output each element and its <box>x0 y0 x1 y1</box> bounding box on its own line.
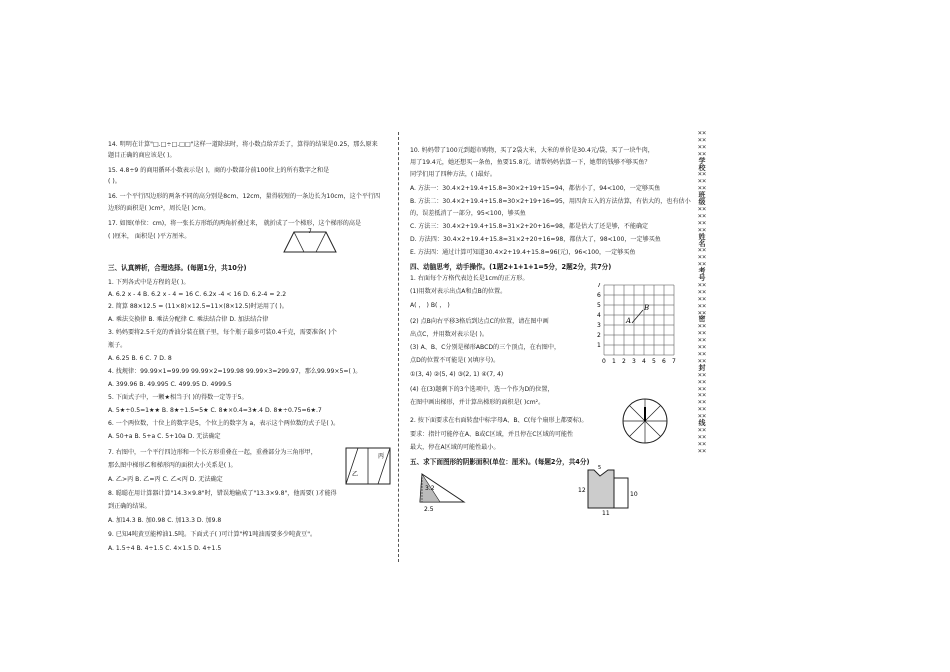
grid-x-tick: 5 <box>652 358 656 365</box>
q10-line: 10. 妈妈带了100元到超市购物，买了2袋大米，大米的单价是30.4元/袋，买了一块牛肉， <box>410 147 654 154</box>
point-a-label: A <box>626 317 632 325</box>
q17-line2: ( )厘米， 面积是( )平方厘米。 <box>108 233 191 240</box>
q1-line: (1)用数对表示出点A和点B的位置。 <box>410 288 507 295</box>
binding-filler: ×××××××× <box>697 130 707 158</box>
rect-bottom-label: 11 <box>602 510 610 516</box>
q16-line1: 16. 一个平行四边形的两条不同的高分别是8cm、12cm，量得较短的一条边长为10cm，这个平行四 <box>108 193 381 200</box>
rect-top-label: 5 <box>598 465 602 471</box>
binding-label: 密 <box>698 315 706 324</box>
q1-line: 出点C，并用数对表示是( )。 <box>410 331 488 338</box>
choice-line: A. 乘法交换律 B. 乘法分配律 C. 乘法结合律 D. 加法结合律 <box>108 316 269 323</box>
grid-x-tick: 3 <box>632 358 636 365</box>
q10-line: 用了19.4元，她还想买一条鱼，鱼要15.8元。请帮妈妈估算一下，她带的钱够不够买鱼？ <box>410 159 651 166</box>
fig17-label: 7 <box>308 228 312 235</box>
choice-line: A. 乙>丙 B. 乙=丙 C. 乙<丙 D. 无法确定 <box>108 476 223 483</box>
binding-label: 姓名 <box>698 232 706 248</box>
tri-base-label: 2.5 <box>424 506 434 513</box>
q10-option: 的，误差抵消了一部分，95<100，够买鱼 <box>410 210 526 217</box>
grid-y-tick: 5 <box>597 302 601 309</box>
tri-height-label: 3.2 <box>425 485 435 492</box>
grid-y-tick: 1 <box>597 342 601 349</box>
fig7-label-bing: 丙 <box>378 453 385 460</box>
grid-y-tick: 3 <box>597 322 601 329</box>
q14-line2: 题目正确的商应该是( )。 <box>108 152 176 159</box>
q10-line: 同学们用了四种方法，( )最好。 <box>410 171 496 178</box>
grid-lines <box>604 285 674 355</box>
choice-line: 5. 下面式子中，一颗★相当于( )的得数一定等于5。 <box>108 394 248 401</box>
grid-x-tick: 4 <box>642 358 646 365</box>
spinner-sectors <box>623 399 667 443</box>
choice-line: 到正确的结果。 <box>108 503 151 510</box>
q1-line: (2) 点B向右平移3格后到达点C的位置，请在图中画 <box>410 318 549 325</box>
q2-line: 要求：指针可能停在A、B或C区域，并且停在C区域的可能性 <box>410 431 574 438</box>
binding-filler: ×××××× <box>697 246 707 269</box>
choice-line: 3. 妈妈要将2.5千克的香油分装在瓶子里，每个瓶子最多可装0.4千克，需要准备( )个 <box>108 329 337 336</box>
coordinate-grid <box>596 283 678 369</box>
spinner-divider <box>645 421 661 437</box>
binding-margin-strip <box>697 130 707 570</box>
q10-option: A. 方法一：30.4×2+19.4+15.8≈30×2+19+15=94，都估小了，94<100，一定够买鱼 <box>410 185 661 192</box>
column-divider <box>398 132 399 562</box>
q1-line: 点D的位置不可能是( )(填序号)。 <box>410 357 500 364</box>
section4-title: 四、动脑思考，动手操作。(1题2+1+1+1=5分，2题2分，共7分) <box>410 263 612 271</box>
choice-line: A. 6.25 B. 6 C. 7 D. 8 <box>108 355 172 362</box>
binding-filler: ×××××××××××××× <box>697 370 707 421</box>
grid-x-tick: 2 <box>622 358 626 365</box>
q1-options: ①(3, 4) ②(5, 4) ③(2, 1) ④(7, 4) <box>410 371 504 378</box>
overlap-figure <box>344 446 394 486</box>
choice-line: 瓶子。 <box>108 342 127 349</box>
choice-line: A. 加14.3 B. 加0.98 C. 加13.3 D. 加9.8 <box>108 517 222 524</box>
rect-figure <box>574 464 638 516</box>
grid-x-ticks <box>602 358 676 365</box>
q17-line1: 17. 如图(单位：cm)，将一张长方形纸的两角折叠过来， 就折成了一个梯形，这个梯形的高是 <box>108 220 362 227</box>
q1-line: 在图中画出梯形，并计算出梯形的面积是( )cm²。 <box>410 399 545 406</box>
q1-line: (4) 在(3)题剩下的3个选项中，选一个作为D的位置， <box>410 386 554 393</box>
binding-label: 封 <box>698 363 706 372</box>
choice-line: 4. 找规律：99.99×1=99.99 99.99×2=199.98 99.99×3=299.97，那么99.99×5=( )。 <box>108 368 362 375</box>
choice-line: A. 399.96 B. 49.995 C. 499.95 D. 4999.5 <box>108 381 232 388</box>
rect-left-label: 12 <box>578 487 586 494</box>
binding-filler: ×××××× <box>697 170 707 193</box>
q10-option: B. 方法二：30.4×2+19.4+15.8≈30×2+19+16=95，用四舍五入的方法估算，有估大的，也有估小 <box>410 198 691 205</box>
grid-y-tick: 4 <box>597 312 601 319</box>
choice-line: 6. 一个两位数，十位上的数字是5，个位上的数字为 a，表示这个两位数的式子是( )。 <box>108 420 340 427</box>
q10-option: C. 方法三：30.4×2+19.4+15.8≈31×2+20+16=98，都是估大了还是够，不能确定 <box>410 223 649 230</box>
grid-x-tick: 1 <box>612 358 616 365</box>
binding-label: 线 <box>698 419 706 428</box>
binding-filler: ×××××××××××× <box>697 322 707 365</box>
grid-y-tick: 6 <box>597 292 601 299</box>
choice-line: A. 5★÷0.5=1★★ B. 8★÷1.5=5★ C. 8★×0.4=3★.4 D. 8★÷0.75=6★.7 <box>108 407 322 414</box>
q14-line1: 14. 明明在计算"□.□÷□.□□"这样一道除法时，将小数点给弄丢了，算得的结果是0.25，那么原来 <box>108 141 378 148</box>
q16-line2: 边形的面积是( )cm²，周长是( )cm。 <box>108 205 210 212</box>
triangle-figure <box>412 470 472 514</box>
choice-line: 9. 已知4吨黄豆能榨油1.5吨。下面式子( )可计算"榨1吨油需要多少吨黄豆"。 <box>108 531 317 538</box>
grid-x-tick: 0 <box>602 358 606 365</box>
grid-x-tick: 7 <box>672 358 676 365</box>
binding-label: 考号 <box>698 267 706 283</box>
spinner-divider <box>645 405 661 421</box>
q10-option: D. 方法四：30.4×2+19.4+15.8≈31×2+20+16=98，都估大了，98<100，一定够买鱼 <box>410 236 661 243</box>
binding-label: 班级 <box>698 191 706 207</box>
q15-line2: ( )。 <box>108 178 121 185</box>
choice-line: A. 1.5÷4 B. 4÷1.5 C. 4×1.5 D. 4+1.5 <box>108 545 222 552</box>
section5-title: 五、求下面图形的阴影面积(单位：厘米)。(每题2分，共4分) <box>410 458 590 466</box>
choice-line: 8. 聪聪在用计算器计算"14.3×9.8"时，错误地输成了"13.3×9.8"，他需要( )才能得 <box>108 490 337 497</box>
trapezoid-fold-figure <box>282 228 338 256</box>
spinner-divider <box>629 421 645 437</box>
q10-option: E. 方法四：通过计算可知道30.4×2+19.4+15.8=96(元)，96<100，一定够买鱼 <box>410 249 636 256</box>
choice-line: A. 6.2 x - 4 B. 6.2 x - 4 = 16 C. 6.2x -4 < 16 D. 6.2-4 = 2.2 <box>108 291 287 298</box>
grid-y-tick: 2 <box>597 332 601 339</box>
q15-line1: 15. 4.8÷9 的商用循环小数表示是( )，商的小数部分前100位上的所有数字之和是 <box>108 167 330 174</box>
q1-line: 1. 右面每个方格代表边长是1cm的正方形。 <box>410 275 529 282</box>
q1-line: A( ， ) B( ， ) <box>410 302 450 309</box>
choice-line: 1. 下列各式中是方程的是( )。 <box>108 279 190 286</box>
point-b-label: B <box>644 304 650 312</box>
fig7-label-yi: 乙 <box>352 471 359 478</box>
binding-filler: ×××××××× <box>697 204 707 234</box>
rect-right-label: 10 <box>630 491 638 498</box>
q2-line: 2. 按下面要求在右面转盘中标字母A、B、C(每个扇形上都要标)。 <box>410 417 588 424</box>
spinner-wheel <box>620 396 670 446</box>
grid-x-tick: 6 <box>662 358 666 365</box>
section3-title: 三、认真辨析，合理选择。(每题1分，共10分) <box>108 264 247 272</box>
choice-line: 7. 右图中，一个平行四边形和一个长方形重叠在一起，重叠部分为三角形甲， <box>108 449 317 456</box>
choice-line: 那么图中梯形乙和梯形丙的面积大小关系是( )。 <box>108 462 237 469</box>
choice-line: A. 50+a B. 5+a C. 5+10a D. 无法确定 <box>108 433 221 440</box>
segment-ab <box>632 310 643 323</box>
q2-line: 最大，停在A区域的可能性最小。 <box>410 444 500 451</box>
spinner-divider <box>629 405 645 421</box>
grid-y-ticks <box>597 283 601 349</box>
binding-label: 学校 <box>698 156 706 172</box>
grid-y-tick: 7 <box>597 283 601 289</box>
binding-filler: ×××××××××× <box>697 280 707 317</box>
q1-line: (3) A、B、C分别是梯形ABCD的三个顶点，在右图中， <box>410 344 561 351</box>
binding-filler: ×××××××× <box>697 425 707 455</box>
choice-line: 2. 简算 88×12.5 = (11×8)×12.5=11×(8×12.5)时运用了( )。 <box>108 303 288 310</box>
